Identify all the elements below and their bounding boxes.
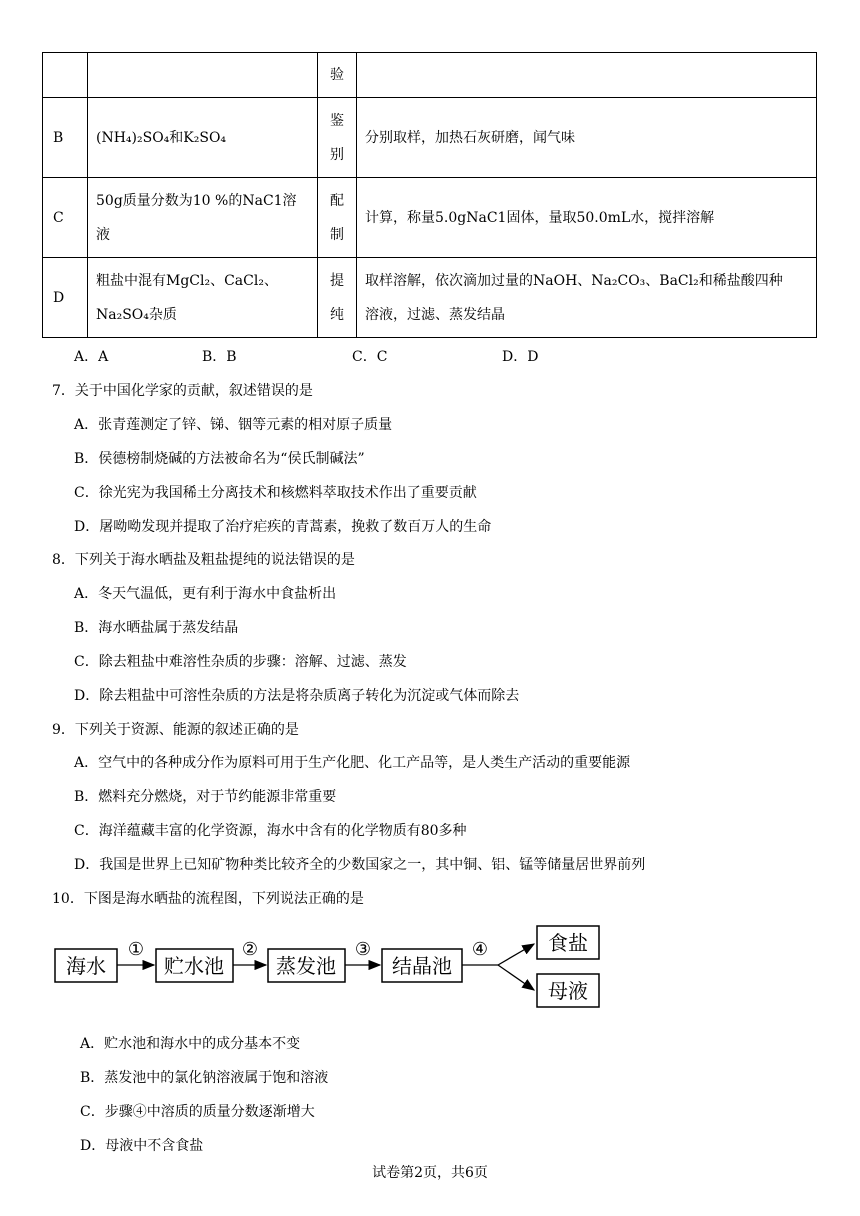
row-method: 取样溶解，依次滴加过量的NaOH、Na₂CO₃、BaCl₂和稀盐酸四种 溶液，过滤、蒸发结晶 bbox=[357, 258, 817, 338]
q9-choice-d: D．我国是世界上已知矿物种类比较齐全的少数国家之一，其中铜、铝、锰等储量居世界前列 bbox=[74, 857, 646, 873]
q9-choice-b: B．燃料充分燃烧，对于节约能源非常重要 bbox=[74, 789, 337, 805]
q8-stem: 8．下列关于海水晒盐及粗盐提纯的说法错误的是 bbox=[52, 552, 355, 568]
row-operation: 配 制 bbox=[318, 178, 357, 258]
step-label: ② bbox=[241, 939, 259, 960]
box-label: 食盐 bbox=[548, 931, 588, 955]
row-label: D bbox=[43, 258, 88, 338]
table-row bbox=[43, 53, 817, 98]
q10-choice-b: B．蒸发池中的氯化钠溶液属于饱和溶液 bbox=[80, 1070, 329, 1086]
step-label: ① bbox=[127, 939, 145, 960]
box-label: 贮水池 bbox=[164, 954, 224, 978]
sea-salt-flow-diagram bbox=[40, 920, 620, 1020]
row-target: 粗盐中混有MgCl₂、CaCl₂、 Na₂SO₄杂质 bbox=[88, 258, 318, 338]
q10-stem: 10．下图是海水晒盐的流程图，下列说法正确的是 bbox=[52, 891, 364, 907]
q8-choice-b: B．海水晒盐属于蒸发结晶 bbox=[74, 620, 239, 636]
q7-choice-a: A．张青莲测定了锌、锑、铟等元素的相对原子质量 bbox=[74, 417, 393, 433]
choice-b: B．B bbox=[202, 349, 237, 365]
q10-choice-a: A．贮水池和海水中的成分基本不变 bbox=[80, 1036, 301, 1052]
row-operation: 验 bbox=[318, 53, 357, 98]
q7-stem: 7．关于中国化学家的贡献，叙述错误的是 bbox=[52, 383, 313, 399]
row-method: 计算，称量5.0gNaC1固体，量取50.0mL水，搅拌溶解 bbox=[357, 178, 817, 258]
row-operation: 鉴 别 bbox=[318, 98, 357, 178]
row-label bbox=[43, 53, 88, 98]
q8-choice-c: C．除去粗盐中难溶性杂质的步骤：溶解、过滤、蒸发 bbox=[74, 654, 407, 670]
q10-choice-d: D．母液中不含食盐 bbox=[80, 1138, 204, 1154]
row-target: (NH₄)₂SO₄和K₂SO₄ bbox=[88, 98, 318, 178]
row-label: C bbox=[43, 178, 88, 258]
box-label: 母液 bbox=[548, 979, 588, 1003]
q10-choice-c: C．步骤④中溶质的质量分数逐渐增大 bbox=[80, 1104, 315, 1120]
row-target bbox=[88, 53, 318, 98]
q7-choice-b: B．侯德榜制烧碱的方法被命名为“侯氏制碱法” bbox=[74, 451, 365, 467]
q7-choice-d: D．屠呦呦发现并提取了治疗疟疾的青蒿素，挽救了数百万人的生命 bbox=[74, 519, 492, 535]
row-label: B bbox=[43, 98, 88, 178]
row-method bbox=[357, 53, 817, 98]
step-label: ③ bbox=[354, 939, 372, 960]
q9-choice-a: A．空气中的各种成分作为原料可用于生产化肥、化工产品等，是人类生产活动的重要能源 bbox=[74, 755, 631, 771]
box-label: 结晶池 bbox=[392, 954, 452, 978]
row-method: 分别取样，加热石灰研磨，闻气味 bbox=[357, 98, 817, 178]
table-row bbox=[43, 178, 817, 258]
choice-d: D．D bbox=[502, 349, 539, 365]
table-row bbox=[43, 98, 817, 178]
q9-stem: 9．下列关于资源、能源的叙述正确的是 bbox=[52, 722, 299, 738]
row-operation: 提 纯 bbox=[318, 258, 357, 338]
page-footer: 试卷第2页，共6页 bbox=[372, 1165, 488, 1181]
row-target: 50g质量分数为10 %的NaC1溶 液 bbox=[88, 178, 318, 258]
choice-a: A．A bbox=[74, 349, 109, 365]
q9-choice-c: C．海洋蕴藏丰富的化学资源，海水中含有的化学物质有80多种 bbox=[74, 823, 467, 839]
q8-choice-d: D．除去粗盐中可溶性杂质的方法是将杂质离子转化为沉淀或气体而除去 bbox=[74, 688, 520, 704]
q8-choice-a: A．冬天气温低，更有利于海水中食盐析出 bbox=[74, 586, 337, 602]
choice-c: C．C bbox=[352, 349, 388, 365]
step-label: ④ bbox=[471, 939, 489, 960]
box-label: 海水 bbox=[66, 954, 106, 978]
box-label: 蒸发池 bbox=[276, 954, 336, 978]
q7-choice-c: C．徐光宪为我国稀土分离技术和核燃料萃取技术作出了重要贡献 bbox=[74, 485, 477, 501]
table-row bbox=[43, 258, 817, 338]
experiment-table bbox=[42, 52, 817, 338]
